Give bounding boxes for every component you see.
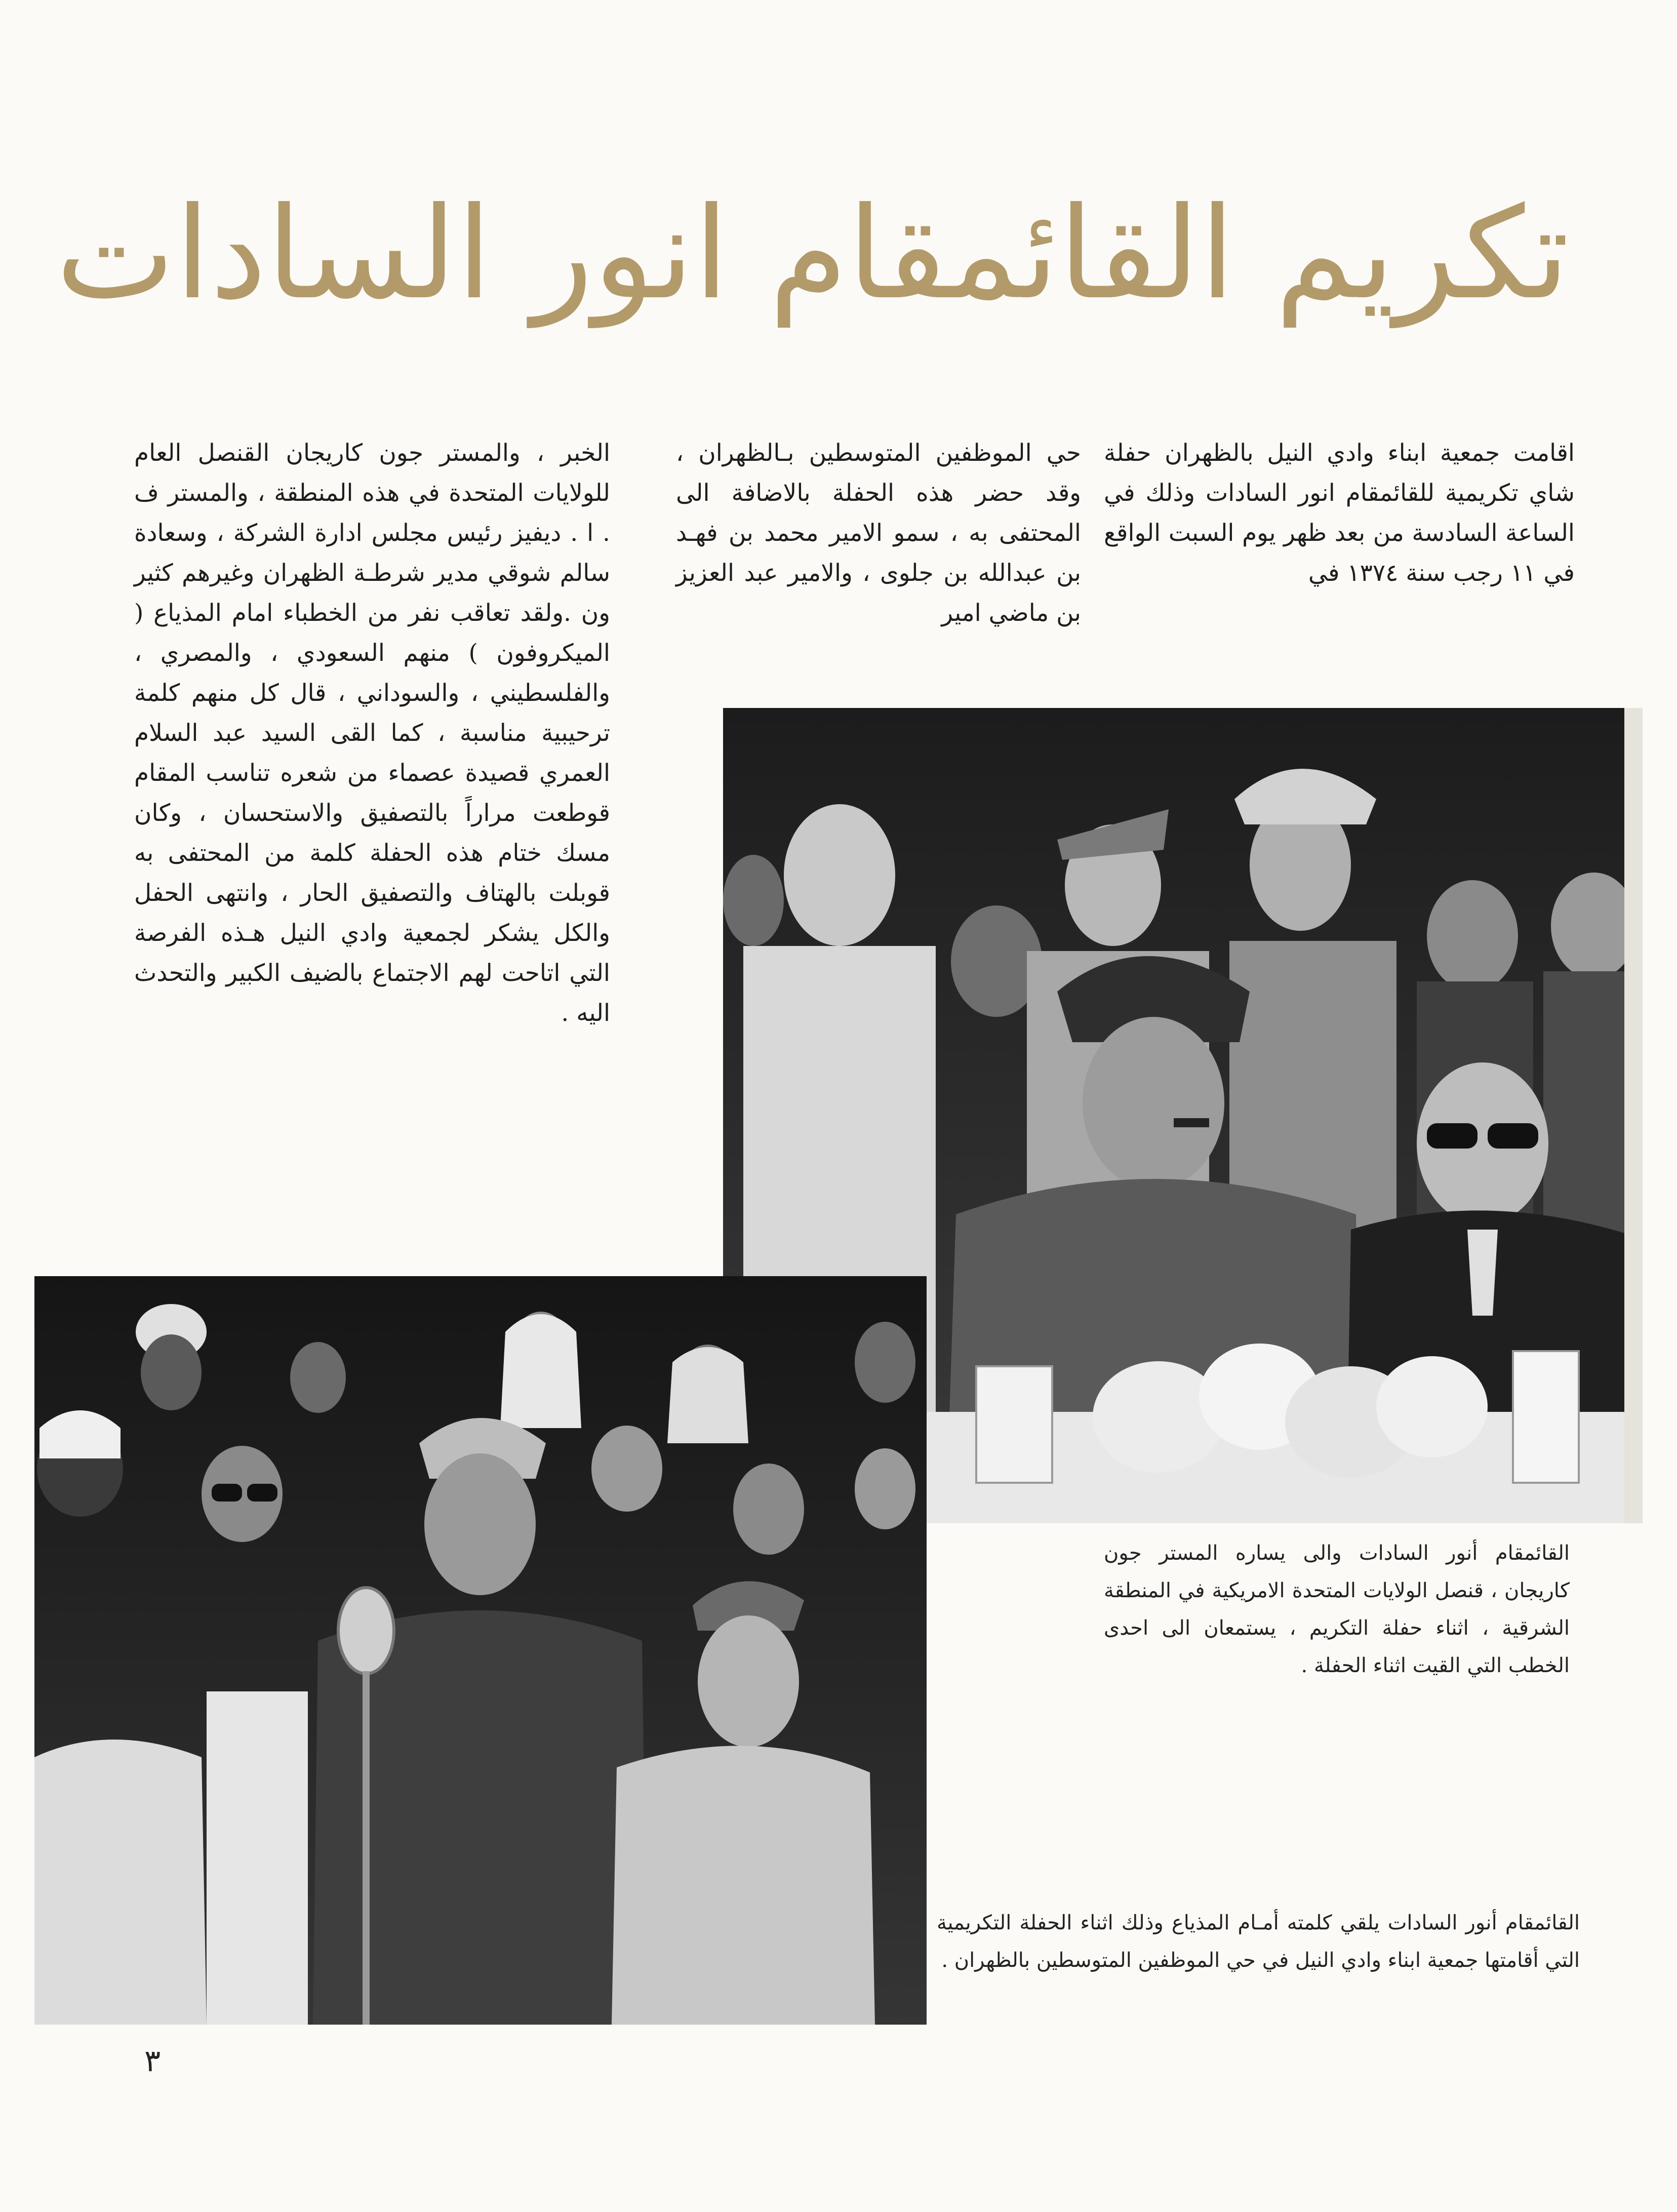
photo-caption-top: القائمقام أنور السادات والى يساره المستر جون كاريجان ، قنصل الولايات المتحدة الامريكية في المنطقة الشرقية ، اثناء حفلة التكريم ، يستمعان الى احدى الخطب التي القيت اثناء الحفلة . xyxy=(1104,1542,1570,1677)
article-paragraph: اقامت جمعية ابناء وادي النيل بالظهران حفلة شاي تكريمية للقائمقام انور السادات وذلك في الساعة السادسة من بعد ظهر يوم السبت الواقع في ١١ رجب سنة ١٣٧٤ في xyxy=(1104,439,1575,587)
article-paragraph: حي الموظفين المتوسطين بـالظهران ، وقد حضر هذه الحفلة بالاضافة الى المحتفى به ، سمو الامير محمد بن فهـد بن عبدالله بن جلوى ، والامير عبد العزيز بن ماضي امير xyxy=(676,439,1081,627)
photo-caption-bottom: القائمقام أنور السادات يلقي كلمته أمـام المذياع وذلك اثناء الحفلة التكريمية التي أقامتها جمعية ابناء وادي النيل في حي الموظفين المتوسطين بالظهران . xyxy=(937,1911,1580,1972)
article-title: تكريم القائمقام انور السادات xyxy=(56,179,1570,327)
article-column-right xyxy=(1104,433,1575,593)
photo-sadat-speech xyxy=(34,1276,927,2025)
article-paragraph: الخبر ، والمستر جون كاريجان القنصل العام للولايات المتحدة في هذه المنطقة ، والمستر ف . ا . ديفيز رئيس مجلس ادارة الشركة ، وسعادة سالم شوقي مدير شرطـة الظهران وغيرهم كثير ون .ولقد تعاقب نفر من الخطباء امام المذياع ( الميكروفون ) منهم السعودي ، والمصري ، والفلسطيني ، والسوداني ، قال كل منهم كلمة ترحيبية مناسبة ، كما القى السيد عبد السلام العمري قصيدة عصماء من شعره تناسب المقام قوطعت مراراً بالتصفيق والاستحسان ، وكان مسك ختام هذه الحفلة كلمة من المحتفى به قوبلت بالهتاف والتصفيق الحار ، وانتهى الحفل والكل يشكر لجمعية وادي النيل هـذه الفرصة التي اتاحت لهم الاجتماع بالضيف الكبير والتحدث اليه . xyxy=(134,439,610,1027)
article-column-left xyxy=(134,433,610,1033)
page-number: ٣ xyxy=(144,2043,161,2079)
article-column-middle xyxy=(676,433,1081,633)
